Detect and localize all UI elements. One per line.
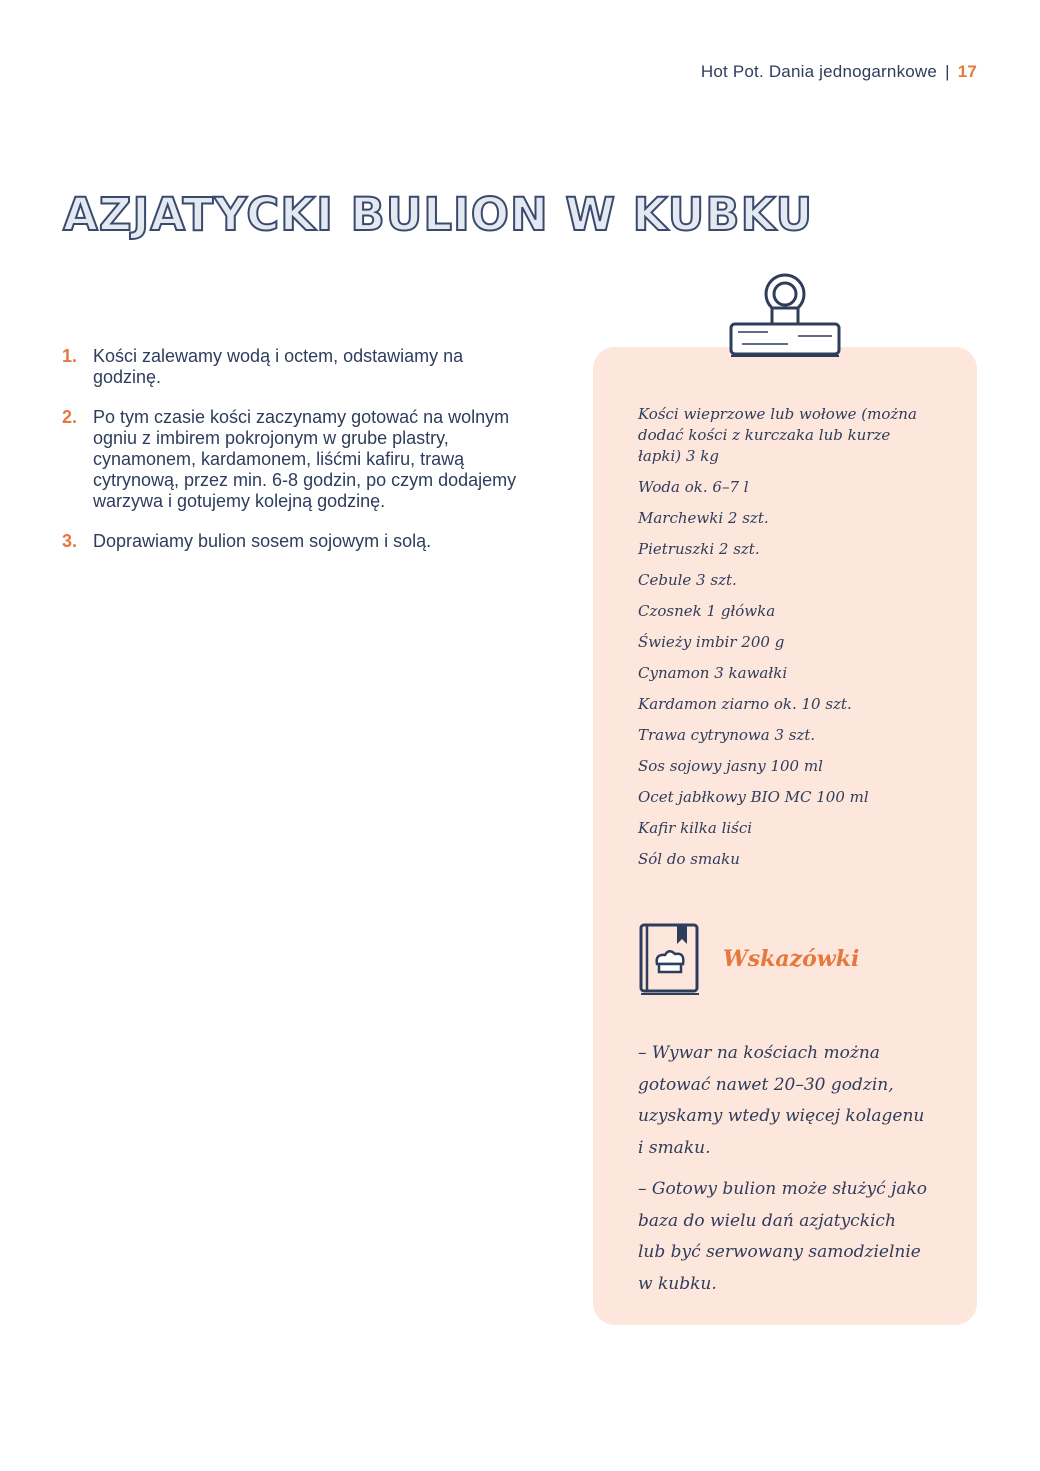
preparation-steps: [62, 346, 522, 571]
ingredient-item: Cebule 3 szt.: [638, 571, 737, 589]
tip-item: – Wywar na kościach można gotować nawet 20–30 godzin, uzyskamy wtedy więcej kolagenu i smaku.: [638, 1043, 925, 1158]
step-item: [62, 531, 522, 552]
ingredient-item: Kafir kilka liści: [638, 819, 753, 837]
ingredient-item: Kardamon ziarno ok. 10 szt.: [638, 695, 852, 713]
step-number: 1.: [62, 346, 78, 366]
ingredient-item: Pietruszki 2 szt.: [638, 540, 760, 558]
chef-cookbook-icon: [637, 922, 703, 996]
tips-heading: Wskazówki: [723, 946, 860, 972]
ingredient-item: Sos sojowy jasny 100 ml: [638, 757, 823, 775]
step-text: Doprawiamy bulion sosem sojowym i solą.: [93, 531, 432, 551]
clipboard-clip-icon: [728, 272, 842, 360]
step-text: Kości zalewamy wodą i octem, odstawiamy na godzinę.: [93, 346, 464, 387]
recipe-title: AZJATYCKI BULION W KUBKU: [63, 188, 814, 241]
step-text: Po tym czasie kości zaczynamy gotować na wolnym ogniu z imbirem pokrojonym w grube plastry, cynamonem, kardamonem, liśćmi kafiru, trawą cytrynową, przez min. 6-8 godzin, po czym dodajemy warzywa i gotujemy kolejną godzinę.: [93, 407, 517, 511]
ingredients-list: [638, 404, 928, 880]
header-separator: |: [945, 62, 950, 81]
ingredient-item: Woda ok. 6–7 l: [638, 478, 749, 496]
page-number: 17: [957, 62, 977, 81]
page-header: [701, 62, 977, 82]
step-number: 3.: [62, 531, 78, 551]
ingredient-item: Cynamon 3 kawałki: [638, 664, 788, 682]
step-item: [62, 407, 522, 512]
ingredient-item: Marchewki 2 szt.: [638, 509, 769, 527]
ingredient-item: Sól do smaku: [638, 850, 740, 868]
step-number: 2.: [62, 407, 78, 427]
ingredient-item: Kości wieprzowe lub wołowe (można dodać kości z kurczaka lub kurze łapki) 3 kg: [638, 405, 917, 465]
ingredient-item: Czosnek 1 główka: [638, 602, 776, 620]
ingredient-item: Ocet jabłkowy BIO MC 100 ml: [638, 788, 869, 806]
ingredient-item: Świeży imbir 200 g: [638, 633, 785, 651]
step-item: [62, 346, 522, 388]
book-title: Hot Pot. Dania jednogarnkowe: [700, 62, 938, 81]
tips-list: [638, 1038, 928, 1310]
tip-item: – Gotowy bulion może służyć jako baza do wielu dań azjatyckich lub być serwowany samodzielnie w kubku.: [638, 1179, 928, 1294]
ingredient-item: Trawa cytrynowa 3 szt.: [638, 726, 816, 744]
